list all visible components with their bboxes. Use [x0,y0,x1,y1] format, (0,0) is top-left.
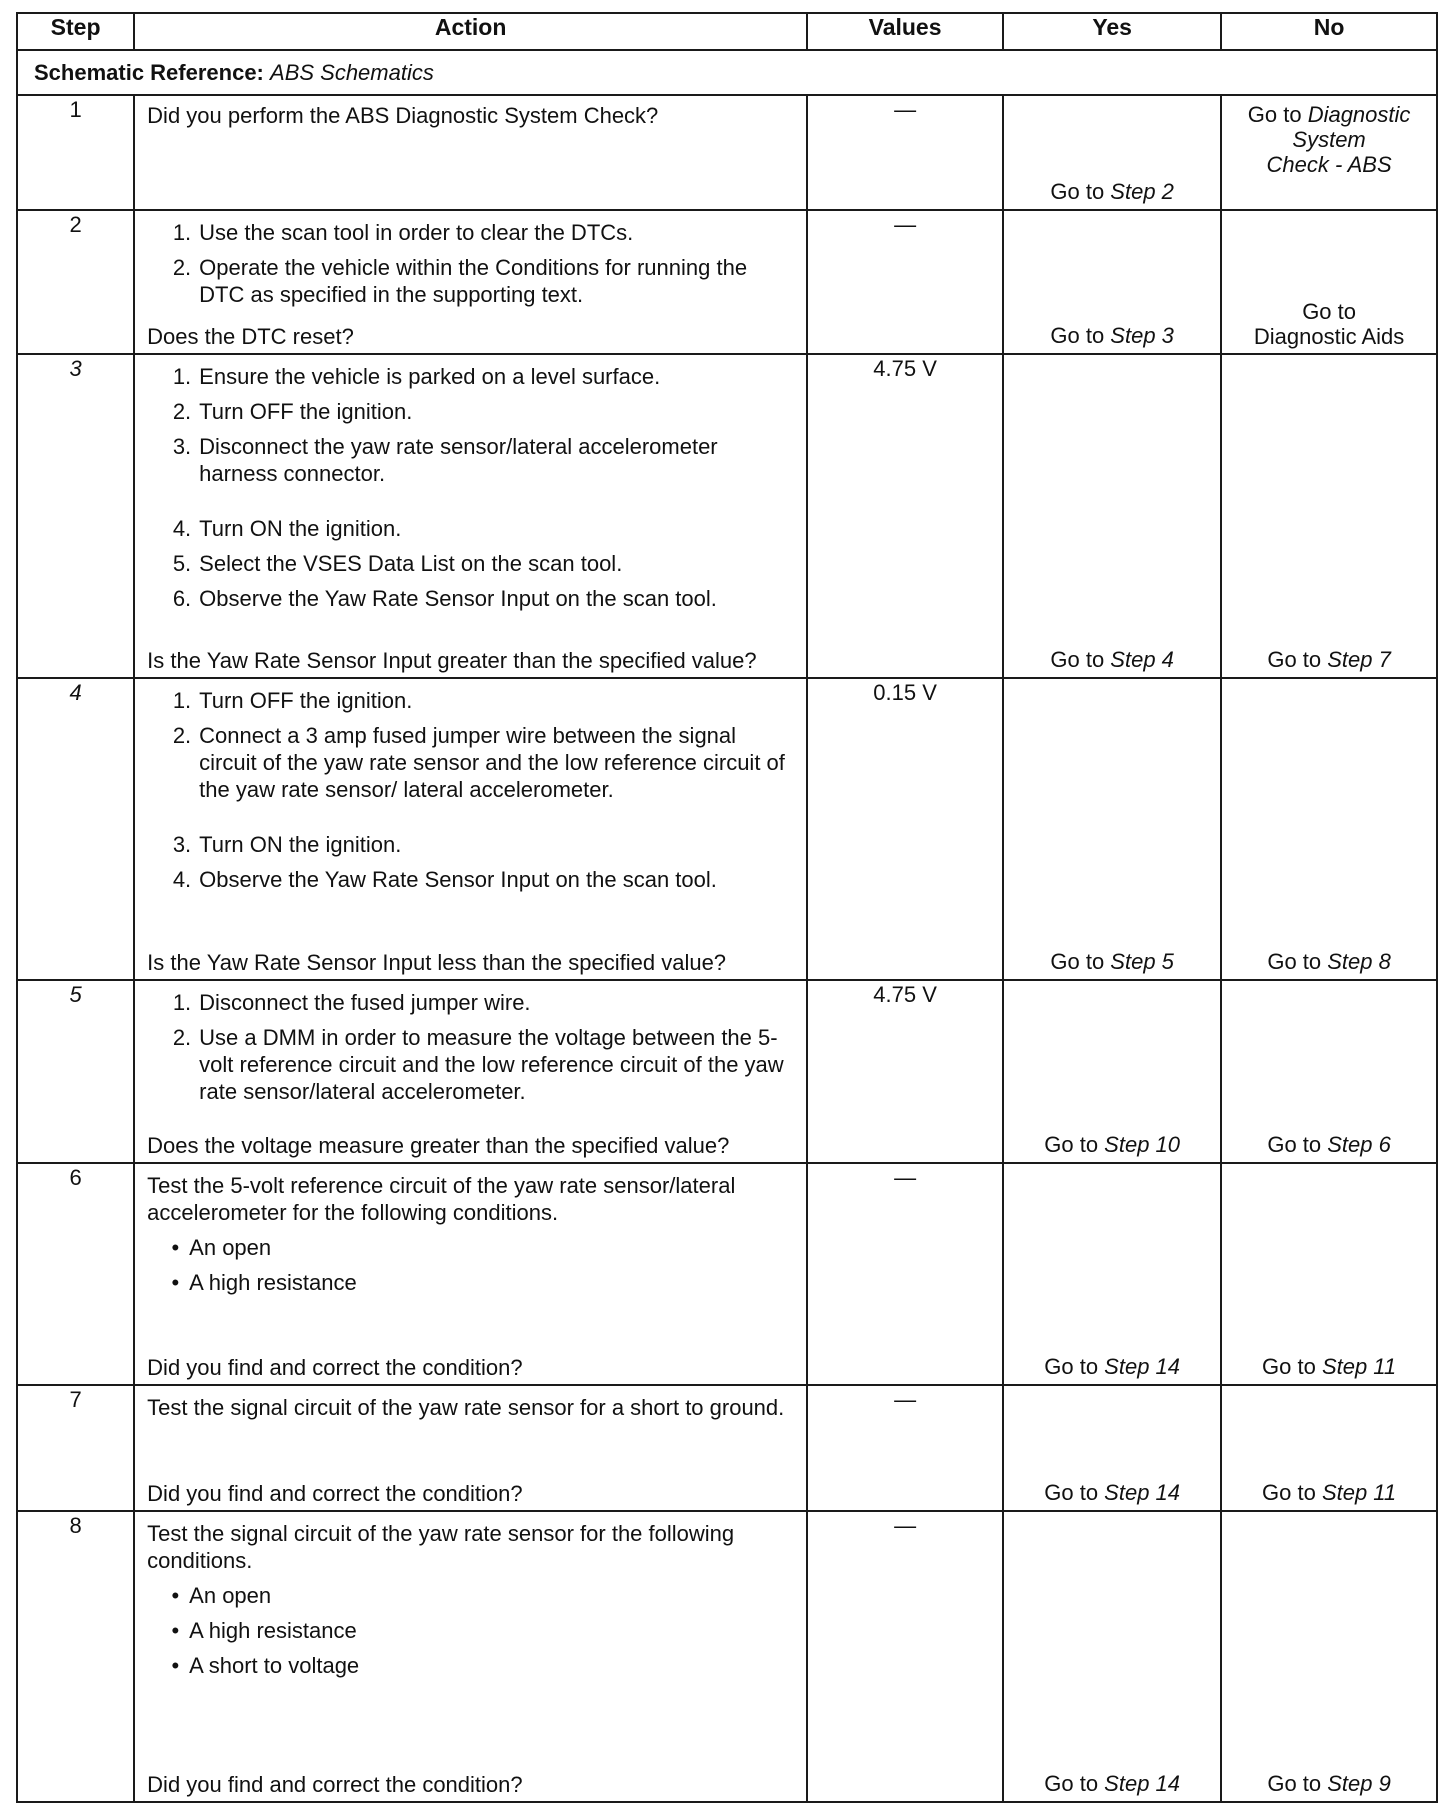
action-cell [134,1511,807,1802]
schematic-reference [17,50,1437,95]
yes-cell: Go to Step 14 [1003,1163,1221,1385]
instruction-text: Test the signal circuit of the yaw rate sensor for a short to ground. [147,1394,785,1420]
schematic-label: Schematic Reference: [34,59,264,85]
step-number: 8 [17,1511,134,1802]
no-cell: Go to Step 7 [1221,354,1437,677]
no-cell: Go to Step 11 [1221,1385,1437,1511]
yes-cell: Go to Step 10 [1003,980,1221,1163]
action-cell [134,354,807,677]
action-item: 1. Disconnect the fused jumper wire. [172,989,531,1015]
no-cell: Go to Diagnostic Aids [1221,210,1437,354]
yes-step-link[interactable]: Step 4 [1110,646,1174,672]
no-step-link[interactable]: Step 11 [1321,1480,1397,1506]
condition-bullet: • A short to voltage [171,1653,360,1679]
action-cell [134,678,807,980]
no-step-link[interactable]: Step 9 [1327,1771,1391,1796]
no-step-link[interactable]: Step 11 [1321,1353,1397,1379]
action-item: 3. Turn ON the ignition. [172,831,402,857]
no-cell: Go to Step 8 [1221,678,1437,980]
value-cell: — [807,95,1003,210]
condition-bullet: • An open [171,1235,272,1261]
no-step-link[interactable]: Step 6 [1327,1132,1391,1158]
question-text: Does the voltage measure greater than the specified value? [147,1133,730,1159]
action-item: 2. Operate the vehicle within the Conditions for running the DTC as specified in the supporting text. [172,254,748,307]
yes-step-link[interactable]: Step 10 [1104,1132,1181,1158]
step-number: 3 [17,354,134,677]
header-yes: Yes [1003,13,1221,50]
question-text: Did you perform the ABS Diagnostic System Check? [147,102,659,128]
yes-cell: Go to Step 4 [1003,354,1221,677]
table-row [17,210,1437,354]
action-cell [134,1385,807,1511]
header-action: Action [134,13,807,50]
value-cell: 4.75 V [807,980,1003,1163]
no-diagnostic-link[interactable]: Diagnostic [1307,101,1411,127]
action-item: 2. Use a DMM in order to measure the voltage between the 5-volt reference circuit and the low reference circuit of the yaw rate sensor/lateral accelerometer. [172,1024,784,1104]
table-row [17,1163,1437,1385]
action-cell [134,210,807,354]
no-cell: Go to Step 6 [1221,980,1437,1163]
action-item: 3. Disconnect the yaw rate sensor/lateral accelerometer harness connector. [172,434,718,487]
step-number: 7 [17,1385,134,1511]
step-number: 2 [17,210,134,354]
no-diagnostic-aids-link[interactable]: Diagnostic Aids [1253,324,1405,350]
action-item: 1. Turn OFF the ignition. [172,687,413,713]
no-step-link[interactable]: Step 8 [1327,948,1391,974]
step-number: 4 [17,678,134,980]
condition-bullet: • An open [171,1583,272,1609]
yes-step-link[interactable]: Step 14 [1104,1480,1181,1506]
yes-cell: Go to Step 3 [1003,210,1221,354]
no-cell: Go to Diagnostic System Check - ABS [1221,95,1437,210]
step-number: 5 [17,980,134,1163]
yes-cell: Go to Step 5 [1003,678,1221,980]
yes-cell: Go to Step 2 [1003,95,1221,210]
action-item: 2. Connect a 3 amp fused jumper wire between the signal circuit of the yaw rate sensor and the low reference circuit of the yaw rate sensor/ lateral accelerometer. [172,722,785,802]
action-item: 5. Select the VSES Data List on the scan tool. [172,551,623,577]
action-item: 4. Observe the Yaw Rate Sensor Input on the scan tool. [172,866,717,892]
value-cell: — [807,1511,1003,1802]
yes-step-link[interactable]: Step 5 [1110,948,1174,974]
question-text: Is the Yaw Rate Sensor Input less than the specified value? [147,949,727,975]
action-item: 2. Turn OFF the ignition. [172,399,413,425]
condition-bullet: • A high resistance [171,1270,357,1296]
table-row [17,1511,1437,1802]
no-diagnostic-link-line2[interactable]: System [1292,126,1366,152]
table-row [17,980,1437,1163]
yes-cell: Go to Step 14 [1003,1511,1221,1802]
table-row [17,1385,1437,1511]
table-row [17,95,1437,210]
value-cell: — [807,1385,1003,1511]
yes-step-link[interactable]: Step 2 [1110,178,1174,204]
schematic-link[interactable]: ABS Schematics [270,59,434,85]
header-values: Values [807,13,1003,50]
action-item: 6. Observe the Yaw Rate Sensor Input on the scan tool. [172,586,717,612]
no-cell: Go to Step 9 [1221,1511,1437,1802]
header-row [17,13,1437,50]
header-no: No [1221,13,1437,50]
yes-cell: Go to Step 14 [1003,1385,1221,1511]
instruction-text: Test the signal circuit of the yaw rate sensor for the following conditions. [147,1521,735,1574]
value-cell: — [807,210,1003,354]
action-cell [134,1163,807,1385]
action-item: 4. Turn ON the ignition. [172,516,402,542]
action-cell [134,95,807,210]
schematic-reference-row [17,50,1437,95]
question-text: Did you find and correct the condition? [147,1481,523,1507]
action-cell [134,980,807,1163]
value-cell: — [807,1163,1003,1385]
instruction-text: Test the 5-volt reference circuit of the yaw rate sensor/lateral accelerometer for the following conditions. [147,1173,736,1226]
action-item: 1. Ensure the vehicle is parked on a level surface. [172,364,661,390]
diagnostic-table [16,12,1438,1803]
no-diagnostic-link-line3[interactable]: Check - ABS [1266,151,1392,177]
question-text: Does the DTC reset? [147,324,354,350]
value-cell: 4.75 V [807,354,1003,677]
table-row [17,678,1437,980]
question-text: Did you find and correct the condition? [147,1772,523,1797]
no-cell: Go to Step 11 [1221,1163,1437,1385]
yes-step-link[interactable]: Step 14 [1104,1771,1181,1796]
condition-bullet: • A high resistance [171,1618,357,1644]
question-text: Did you find and correct the condition? [147,1354,523,1380]
header-step: Step [17,13,134,50]
value-cell: 0.15 V [807,678,1003,980]
yes-step-link[interactable]: Step 3 [1110,323,1174,349]
action-item: 1. Use the scan tool in order to clear the DTCs. [172,219,634,245]
table-row [17,354,1437,677]
yes-step-link[interactable]: Step 14 [1104,1353,1181,1379]
step-number: 6 [17,1163,134,1385]
step-number: 1 [17,95,134,210]
question-text: Is the Yaw Rate Sensor Input greater than the specified value? [147,647,757,673]
no-step-link[interactable]: Step 7 [1327,646,1391,672]
